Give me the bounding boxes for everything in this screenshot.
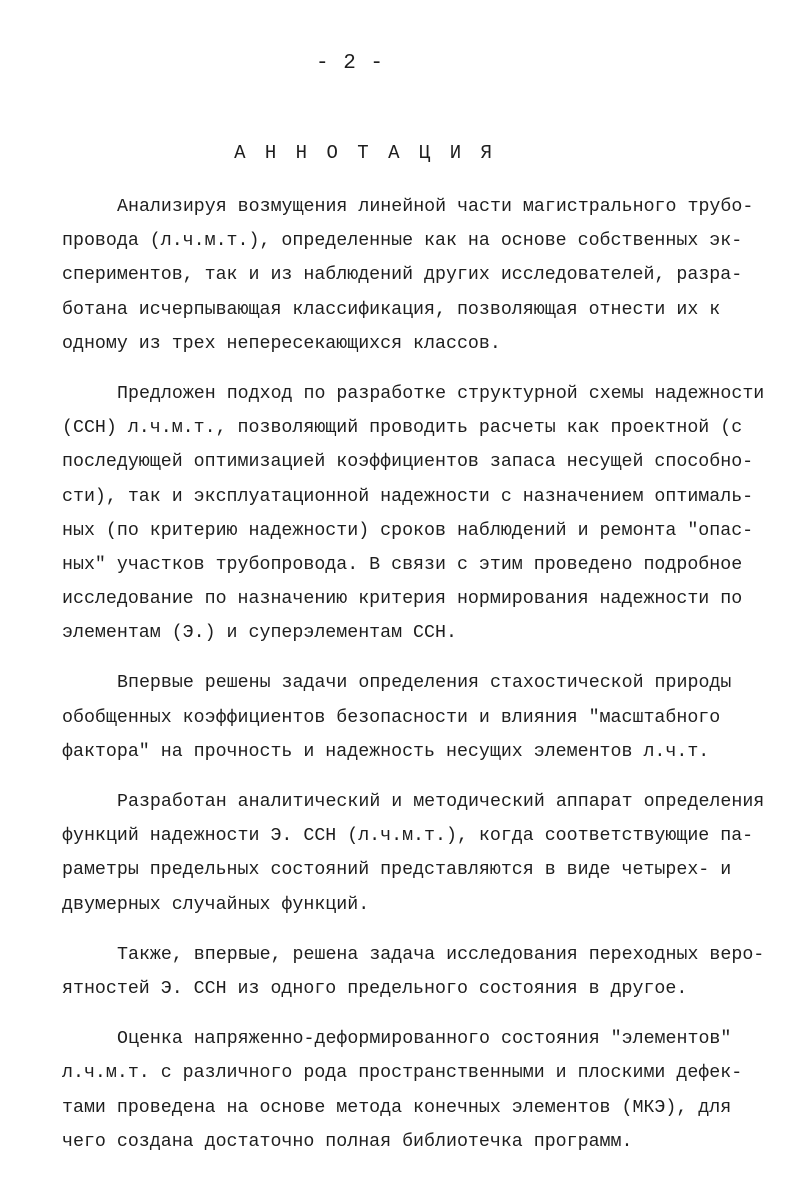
paragraph-4 <box>62 785 765 922</box>
text-line: Предложен подход по разработке структурной схемы надежности <box>117 383 765 404</box>
text-line: раметры предельных состояний представляются в виде четырех- и <box>62 860 732 881</box>
text-line: (ССН) л.ч.м.т., позволяющий проводить расчеты как проектной (с <box>62 418 743 439</box>
text-line: ятностей Э. ССН из одного предельного состояния в другое. <box>62 978 688 999</box>
text-line: ботана исчерпывающая классификация, позволяющая отнести их к <box>62 299 721 320</box>
page-number: - 2 - <box>315 52 384 75</box>
text-line: ных (по критерию надежности) сроков наблюдений и ремонта "опас- <box>62 520 754 541</box>
text-line: сти), так и эксплуатационной надежности с назначением оптималь- <box>62 486 754 507</box>
paragraph-6 <box>62 1022 742 1159</box>
text-line: л.ч.м.т. с различного рода пространственными и плоскими дефек- <box>62 1063 743 1084</box>
text-line: Разработан аналитический и методический аппарат определения <box>117 792 765 812</box>
paragraph-5 <box>62 938 765 1006</box>
text-line: элементам (Э.) и суперэлементам ССН. <box>62 623 457 644</box>
text-line: ных" участков трубопровода. В связи с этим проведено подробное <box>62 554 743 575</box>
text-line: Оценка напряженно-деформированного состояния "элементов" <box>117 1029 732 1050</box>
text-line: фактора" на прочность и надежность несущих элементов л.ч.т. <box>62 741 710 762</box>
text-line: Впервые решены задачи определения стахостической природы <box>117 673 732 694</box>
text-line: последующей оптимизацией коэффициентов запаса несущей способно- <box>62 452 754 473</box>
text-line: чего создана достаточно полная библиотечка программ. <box>62 1131 633 1152</box>
text-line: исследование по назначению критерия нормирования надежности по <box>62 589 743 610</box>
text-line: Также, впервые, решена задача исследования переходных веро- <box>117 944 765 965</box>
text-line: тами проведена на основе метода конечных элементов (МКЭ), для <box>62 1097 732 1118</box>
text-line: спериментов, так и из наблюдений других исследователей, разра- <box>62 265 743 286</box>
annotation-heading: А Н Н О Т А Ц И Я <box>234 142 496 164</box>
text-line: провода (л.ч.м.т.), определенные как на основе собственных эк- <box>62 231 743 252</box>
text-line: одному из трех непересекающихся классов. <box>62 333 501 354</box>
annotation-body <box>62 190 765 1175</box>
text-line: функций надежности Э. ССН (л.ч.м.т.), когда соответствующие па- <box>62 826 754 847</box>
paragraph-2 <box>62 377 765 651</box>
text-line: Анализируя возмущения линейной части магистрального трубо- <box>117 197 754 217</box>
paragraph-3 <box>62 666 742 769</box>
paragraph-1 <box>62 190 754 361</box>
text-line: двумерных случайных функций. <box>62 894 370 915</box>
text-line: обобщенных коэффициентов безопасности и влияния "масштабного <box>62 707 721 728</box>
